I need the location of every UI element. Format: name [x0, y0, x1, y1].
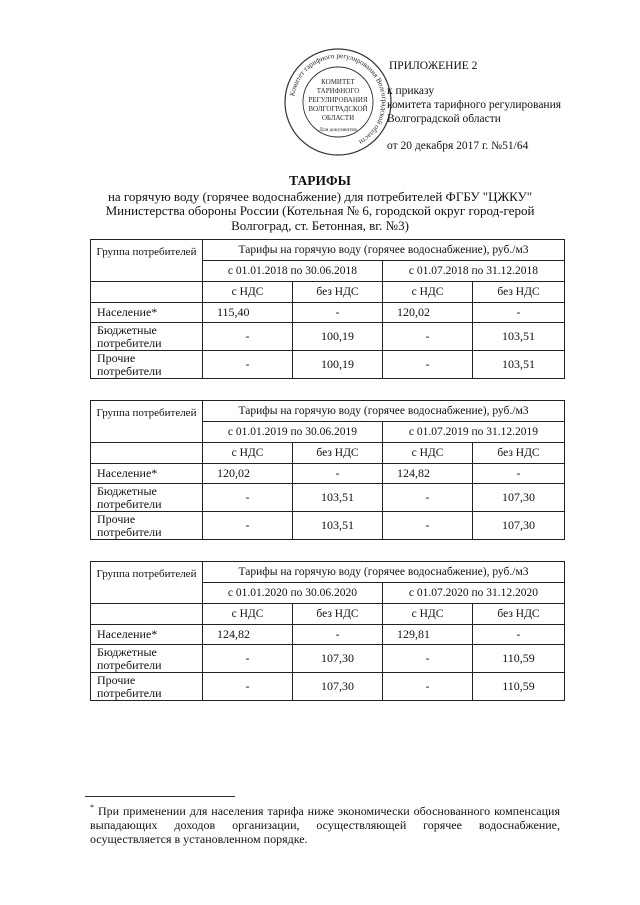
period-header: с 01.07.2020 по 31.12.2020 [383, 583, 565, 604]
seal-center-line: ОБЛАСТИ [321, 114, 355, 122]
cell-value: - [203, 645, 293, 673]
table-row [91, 673, 565, 701]
empty-cell [91, 604, 203, 625]
tariff-header: Тарифы на горячую воду (горячее водоснабжение), руб./м3 [203, 240, 565, 261]
footnote [90, 801, 560, 846]
col-header-vat: с НДС [383, 443, 473, 464]
cell-value: - [383, 673, 473, 701]
cell-value: 103,51 [293, 512, 383, 540]
footnote-text: При применении для населения тарифа ниже экономически обоснованного компенсация выпадающих доходов организации, осуществляющей горячее водоснабжение, осуществляется в установленном порядке. [90, 804, 560, 846]
col-header-vat: с НДС [203, 443, 293, 464]
cell-value: 103,51 [293, 484, 383, 512]
cell-value: - [383, 323, 473, 351]
table-row [91, 625, 565, 645]
col-header-vat: с НДС [203, 282, 293, 303]
col-header-novat: без НДС [293, 604, 383, 625]
cell-value: 115,40 [203, 303, 293, 323]
cell-value: - [383, 512, 473, 540]
cell-value: 100,19 [293, 351, 383, 379]
appendix-title: ПРИЛОЖЕНИЕ 2 [389, 60, 478, 72]
row-label: Население* [91, 625, 203, 645]
cell-value: - [293, 303, 383, 323]
cell-value: 129,81 [383, 625, 473, 645]
table-row [91, 303, 565, 323]
seal-ring-path-text: Комитет тарифного регулирования Волгоградской области [288, 51, 389, 147]
cell-value: - [293, 464, 383, 484]
cell-value: 107,30 [293, 645, 383, 673]
cell-value: - [203, 673, 293, 701]
row-label: Прочие потребители [91, 351, 203, 379]
cell-value: 103,51 [473, 323, 565, 351]
cell-value: 107,30 [473, 512, 565, 540]
table-row [91, 351, 565, 379]
tariff-table-2019 [90, 400, 565, 540]
cell-value: 120,02 [203, 464, 293, 484]
tariff-header: Тарифы на горячую воду (горячее водоснабжение), руб./м3 [203, 401, 565, 422]
document-title-block [85, 174, 555, 233]
cell-value: 110,59 [473, 673, 565, 701]
col-header-novat: без НДС [473, 443, 565, 464]
official-seal [283, 47, 393, 157]
title-line: на горячую воду (горячее водоснабжение) для потребителей ФГБУ "ЦЖКУ" [107, 188, 533, 204]
col-header-novat: без НДС [293, 443, 383, 464]
seal-center-line: ВОЛГОГРАДСКОЙ [308, 105, 368, 113]
seal-center-line: КОМИТЕТ [321, 78, 355, 86]
cell-value: - [203, 512, 293, 540]
table-row [91, 464, 565, 484]
cell-value: - [383, 645, 473, 673]
cell-value: - [383, 351, 473, 379]
appendix-line: Волгоградской области [387, 113, 501, 125]
cell-value: 107,30 [473, 484, 565, 512]
footnote-marker: * [90, 803, 94, 812]
cell-value: - [203, 323, 293, 351]
col-header-novat: без НДС [473, 604, 565, 625]
cell-value: - [473, 303, 565, 323]
empty-cell [91, 443, 203, 464]
appendix-date: от 20 декабря 2017 г. №51/64 [387, 140, 529, 152]
row-label: Население* [91, 303, 203, 323]
appendix-line: комитета тарифного регулирования [387, 99, 562, 111]
cell-value: - [383, 484, 473, 512]
cell-value: 124,82 [203, 625, 293, 645]
group-header: Группа потребителей [91, 562, 203, 604]
col-header-vat: с НДС [383, 282, 473, 303]
period-header: с 01.01.2018 по 30.06.2018 [203, 261, 383, 282]
tariff-header: Тарифы на горячую воду (горячее водоснабжение), руб./м3 [203, 562, 565, 583]
period-header: с 01.01.2020 по 30.06.2020 [203, 583, 383, 604]
seal-graphic [283, 47, 393, 157]
table-row [91, 323, 565, 351]
row-label: Бюджетные потребители [91, 484, 203, 512]
col-header-vat: с НДС [203, 604, 293, 625]
title-line: Волгоград, ст. Бетонная, вг. №3) [231, 217, 409, 233]
appendix-block [387, 59, 561, 153]
cell-value: 110,59 [473, 645, 565, 673]
group-header: Группа потребителей [91, 240, 203, 282]
cell-value: - [473, 464, 565, 484]
col-header-novat: без НДС [293, 282, 383, 303]
table-row [91, 645, 565, 673]
seal-center-line: ТАРИФНОГО [316, 87, 360, 95]
row-label: Бюджетные потребители [91, 323, 203, 351]
tariff-table-2018 [90, 239, 565, 379]
row-label: Прочие потребители [91, 673, 203, 701]
empty-cell [91, 282, 203, 303]
footnote-divider [85, 796, 235, 797]
group-header: Группа потребителей [91, 401, 203, 443]
cell-value: 100,19 [293, 323, 383, 351]
cell-value: - [203, 351, 293, 379]
tariff-table-2020 [90, 561, 565, 701]
cell-value: - [473, 625, 565, 645]
document-title: ТАРИФЫ [289, 173, 351, 188]
row-label: Население* [91, 464, 203, 484]
appendix-line: к приказу [387, 85, 435, 97]
col-header-novat: без НДС [473, 282, 565, 303]
cell-value: 120,02 [383, 303, 473, 323]
seal-bottom-text: Для документов [319, 127, 357, 133]
cell-value: 124,82 [383, 464, 473, 484]
period-header: с 01.07.2018 по 31.12.2018 [383, 261, 565, 282]
table-row [91, 512, 565, 540]
cell-value: - [203, 484, 293, 512]
cell-value: 103,51 [473, 351, 565, 379]
period-header: с 01.01.2019 по 30.06.2019 [203, 422, 383, 443]
seal-center-line: РЕГУЛИРОВАНИЯ [308, 96, 368, 104]
title-line: Министерства обороны России (Котельная № 6, городской округ город-герой [105, 203, 535, 218]
cell-value: 107,30 [293, 673, 383, 701]
cell-value: - [293, 625, 383, 645]
table-row [91, 484, 565, 512]
col-header-vat: с НДС [383, 604, 473, 625]
period-header: с 01.07.2019 по 31.12.2019 [383, 422, 565, 443]
row-label: Бюджетные потребители [91, 645, 203, 673]
row-label: Прочие потребители [91, 512, 203, 540]
